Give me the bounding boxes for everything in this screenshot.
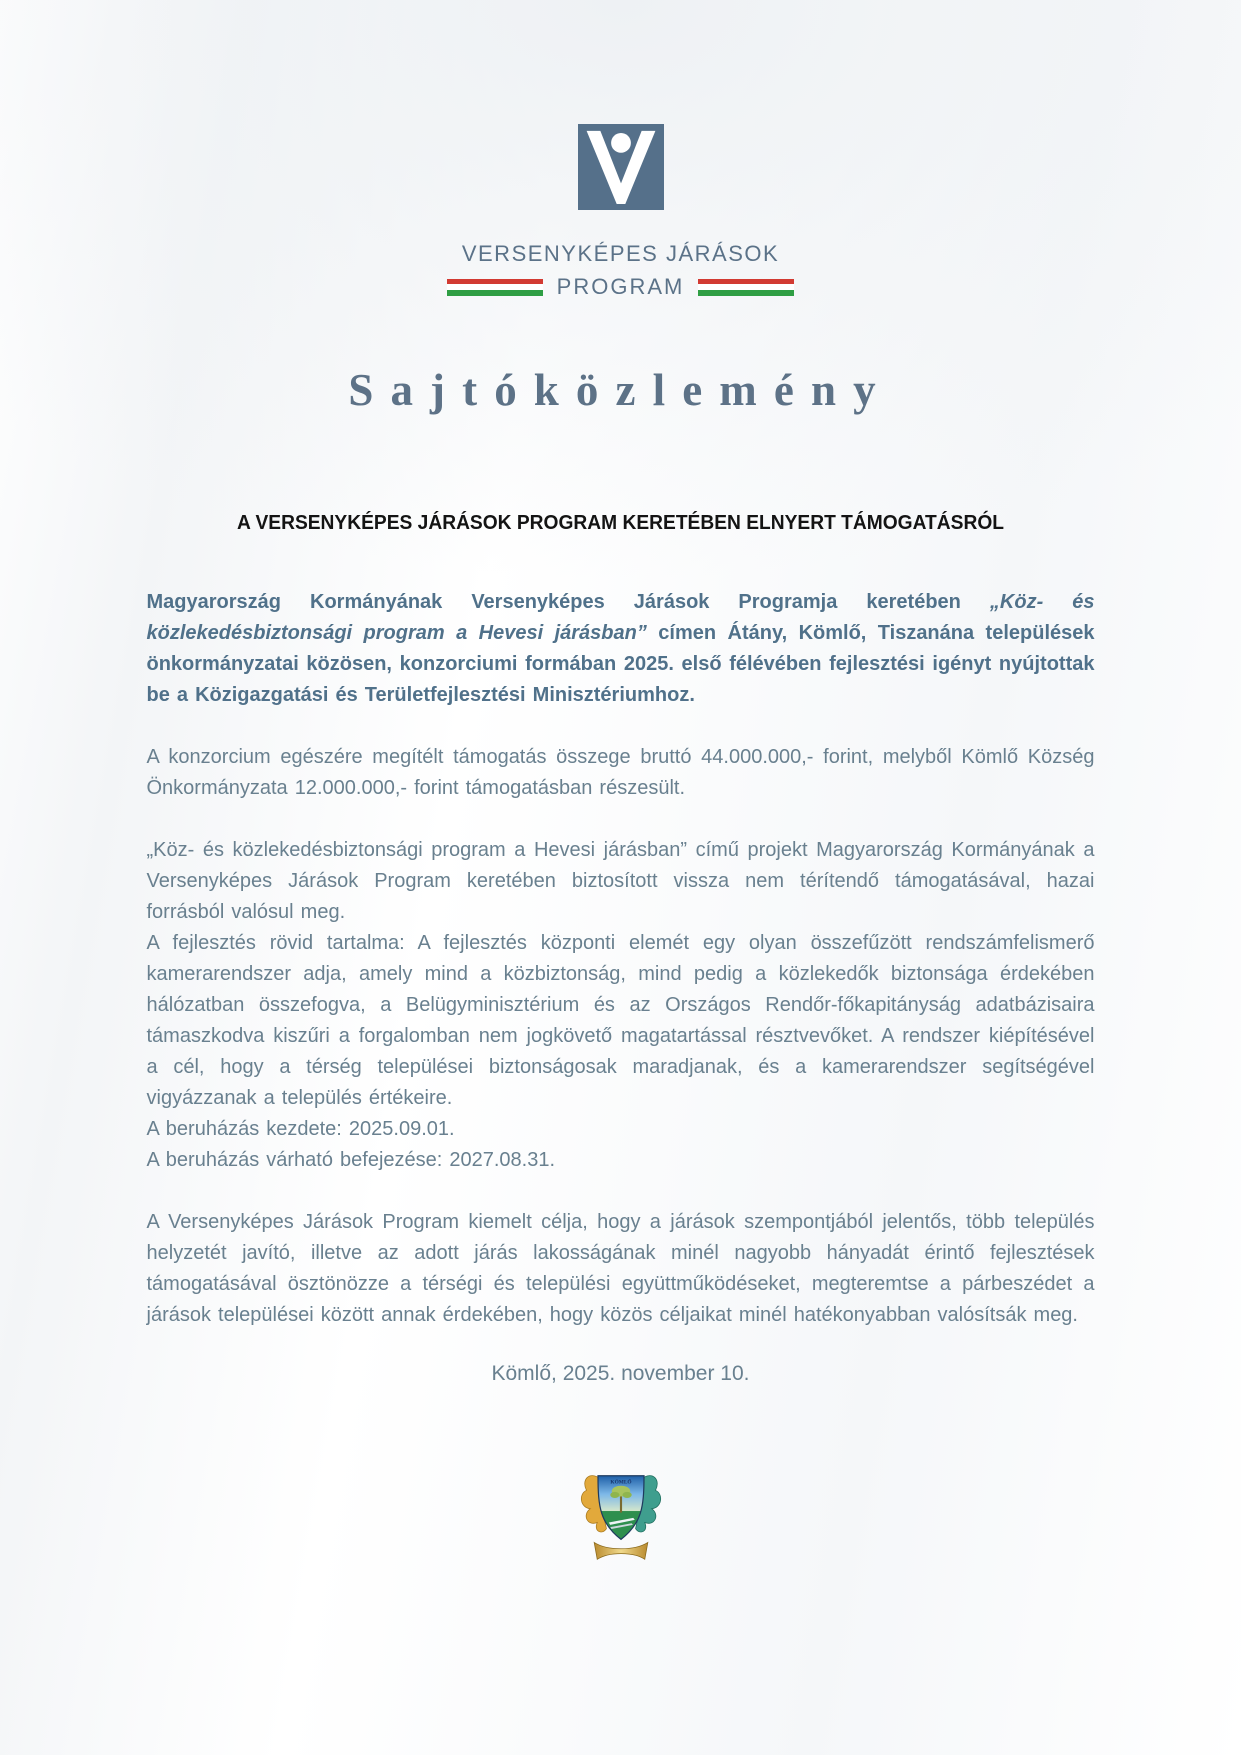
press-release-body bbox=[147, 587, 1095, 1331]
project-title-quote: „Köz- és közlekedésbiztonsági program a Hevesi járásban” bbox=[146, 591, 1095, 644]
project-summary-line: A fejlesztés rövid tartalma: A fejlesztés központi elemét egy olyan összefűzött rendszámfelismerő kamerarendszer adja, amely mind a közbiztonság, mind pedig a közlekedők biztonsága érdekében hálózatban összefogva, a Belügyminisztérium és az Országos Rendőr-főkapitányság adatbázisaira támaszkodva kiszűri a forgalomban nem jogkövető magatartással résztvevőket. A rendszer kiépítésével a cél, hogy a térség települései biztonságosak maradjanak, és a kamerarendszer segítségével vigyázzanak a település értékeire. bbox=[146, 932, 1095, 1109]
paragraph-funding-amount: A konzorcium egészére megítélt támogatás összege bruttó 44.000.000,- forint, melyből Kömlő Község Önkormányzata 12.000.000,- forint támogatásban részesült. bbox=[146, 746, 1095, 799]
crest-block bbox=[0, 1458, 1241, 1589]
place-and-date-line: Kömlő, 2025. november 10. bbox=[491, 1362, 750, 1385]
project-start-date-line: A beruházás kezdete: 2025.09.01. bbox=[146, 1118, 455, 1140]
hungarian-flag-bar-right-icon bbox=[698, 279, 794, 296]
press-release-title: Sajtóközlemény bbox=[348, 365, 893, 415]
lead-text-start: Magyarország Kormányának Versenyképes Járások Programja keretében bbox=[146, 591, 990, 613]
project-funding-source-line: „Köz- és közlekedésbiztonsági program a Hevesi járásban” című projekt Magyarország Kormányának a Versenyképes Járások Program keretében biztosított vissza nem térítendő támogatásával, hazai forrásból valósul meg. bbox=[146, 839, 1095, 923]
versenykepes-jarasok-pin-logo-icon bbox=[578, 122, 664, 212]
press-release-subtitle-text: A VERSENYKÉPES JÁRÁSOK PROGRAM KERETÉBEN ELNYERT TÁMOGATÁSRÓL bbox=[236, 512, 1005, 534]
paragraph-project-details bbox=[147, 835, 1095, 1176]
komlo-coat-of-arms-icon bbox=[575, 1458, 667, 1584]
program-logo-block bbox=[0, 0, 1241, 300]
project-end-date-line: A beruházás várható befejezése: 2027.08.31. bbox=[146, 1149, 556, 1171]
paragraph-program-goal: A Versenyképes Járások Program kiemelt célja, hogy a járások szempontjából jelentős, több település helyzetét javító, illetve az adott járás lakosságának minél nagyobb hányadát érintő fejlesztések támogatásával ösztönözze a térségi és települési együttműködéseket, megteremtse a párbeszédet a járások települései között annak érdekében, hogy közös céljaikat minél hatékonyabban valósítsák meg. bbox=[146, 1211, 1095, 1326]
logo-wordmark-line2: PROGRAM bbox=[556, 274, 685, 299]
hungarian-flag-bar-left-icon bbox=[447, 279, 543, 296]
press-release-subtitle bbox=[0, 512, 1241, 535]
logo-wordmark-line2-row bbox=[0, 274, 1241, 300]
paragraph-lead bbox=[147, 587, 1095, 711]
logo-wordmark-line1: VERSENYKÉPES JÁRÁSOK bbox=[461, 241, 780, 266]
lead-text-rest: címen Átány, Kömlő, Tiszanána települések önkormányzatai közösen, konzorciumi formában 2025. első félévében fejlesztési igényt nyújtottak be a Közigazgatási és Területfejlesztési Minisztériumhoz. bbox=[146, 622, 1095, 706]
crest-village-name: KÖMLŐ bbox=[609, 1479, 632, 1486]
